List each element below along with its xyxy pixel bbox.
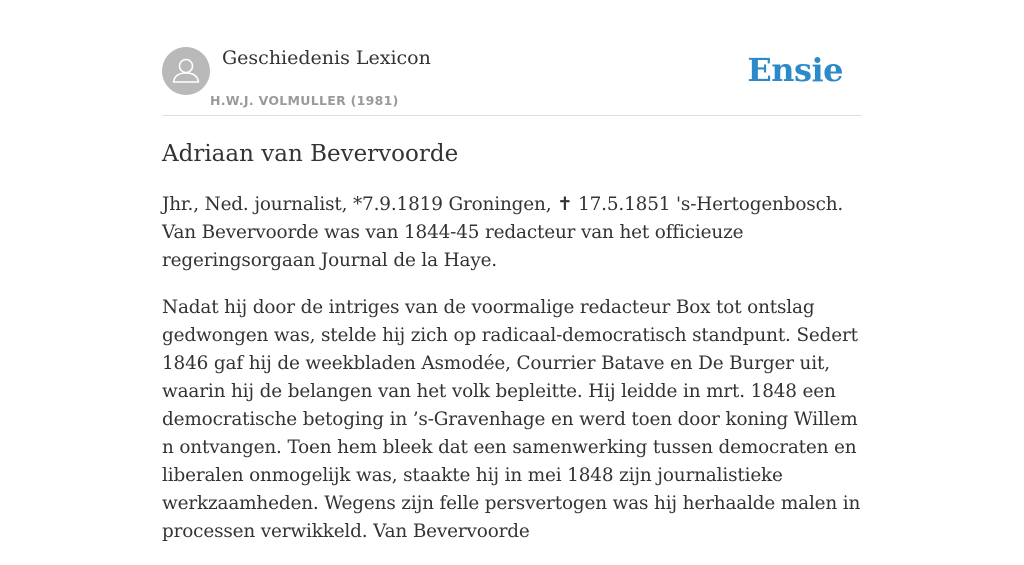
article <box>162 138 862 565</box>
user-icon <box>162 47 210 95</box>
ensie-logo[interactable]: Ensie <box>747 51 843 89</box>
article-title: Adriaan van Bevervoorde <box>162 141 459 167</box>
source-header <box>162 46 862 116</box>
article-paragraph: Jhr., Ned. journalist, *7.9.1819 Groningen, ✝ 17.5.1851 's-Hertogenbosch. Van Bevervoorde was van 1844-45 redacteur van het officieuze regeringsorgaan Journal de la Haye. <box>162 194 844 271</box>
article-paragraph: Nadat hij door de intriges van de voormalige redacteur Box tot ontslag gedwongen was, stelde hij zich op radicaal-democratisch standpunt. Sedert 1846 gaf hij de weekbladen Asmodée, Courrier Batave en De Burger uit, waarin hij de belangen van het volk bepleitte. Hij leidde in mrt. 1848 een democratische betoging in ’s-Gravenhage en werd toen door koning Willem n ontvangen. Toen hem bleek dat een samenwerking tussen democraten en liberalen onmogelijk was, staakte hij in mei 1848 zijn journalistieke werkzaamheden. Wegens zijn felle persvertogen was hij herhaalde malen in processen verwikkeld. Van Bevervoorde <box>162 297 861 542</box>
source-author: H.W.J. VOLMULLER (1981) <box>210 93 399 108</box>
source-title[interactable]: Geschiedenis Lexicon <box>222 47 431 69</box>
